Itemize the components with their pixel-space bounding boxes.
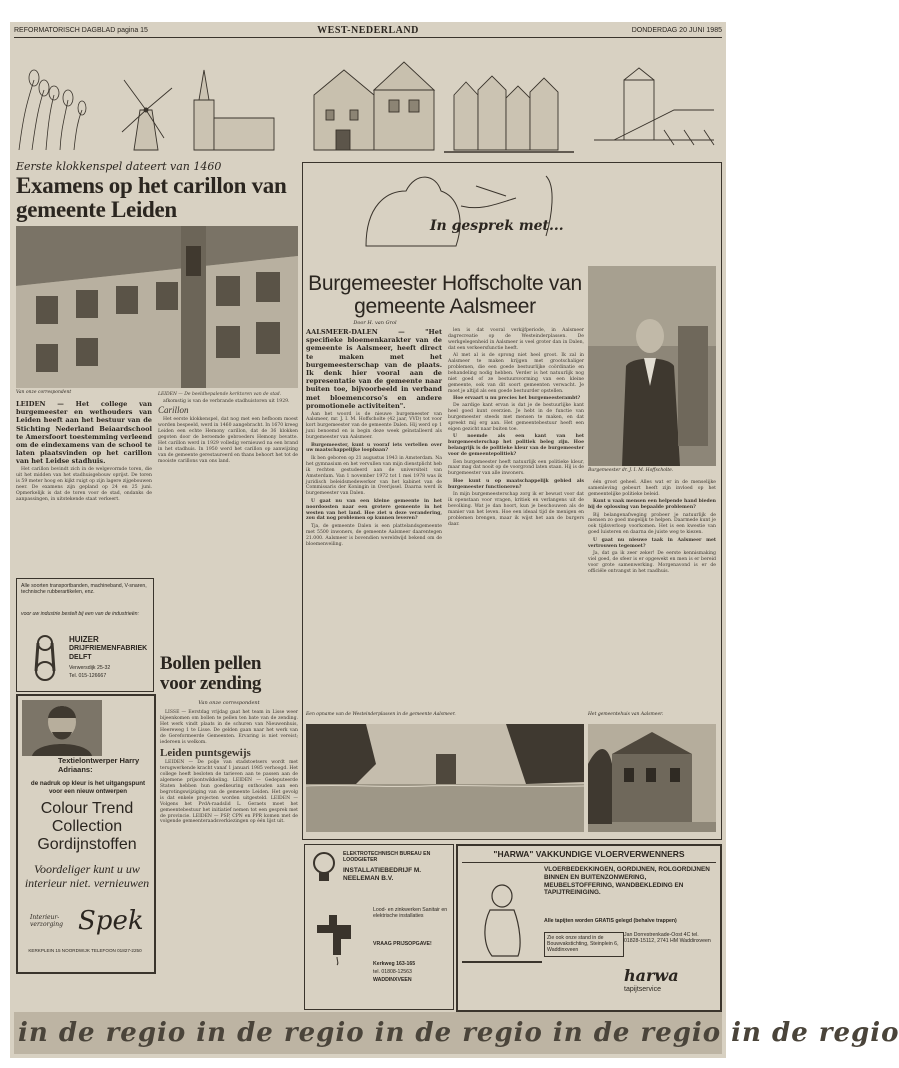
aalsmeer-townhall-photo: [588, 724, 716, 832]
interview-col2-more: Al met al is de sprong niet heel groot. Ik zal in Aalsmeer te maken krijgen met grootschaliger problemen, die een goede bestuurlijke coördinatie en behandeling nodig hebben. Verder is het natuurlijk nog niet goed of ze bestuursvorming van een kleine gemeente, ook van dit soort gemeenten verwacht. Je moet je altijd als een goede bestuurder opstellen.: [448, 353, 584, 394]
neeleman-address: Kerkweg 163-165: [373, 961, 416, 967]
interview-a5: In mijn burgemeesterschap zorg ik er bewust voor dat ik openstaan voor vragen, kritiek en verlangens uit de bevolking. Wat je dan hoort, kun je beschouwen als de manier van het leven. Hoe een ideaal tijd de menigen en problemen brengen, maar ik wijst het aan de burgers daar.: [448, 492, 584, 527]
huizer-name: HUIZER: [69, 635, 99, 644]
interview-a7: Ja, dat ga ik zeer zeker! De eerste kennismaking viel goed, de sfeer is er opgewekt en men is er bereid voor grote samenwerking. Morgenavond is er de officiële ontvangst in het raadhuis.: [588, 550, 716, 574]
neeleman-services: Lood- en zinkwerken Sanitair en elektrische installaties: [373, 907, 448, 920]
interview-q3: Hoe ervaart u nu precies het burgemeesterambt?: [453, 395, 581, 401]
carillon-col2-text: afkomstig is van de verbrande stadhuistoren uit 1929.: [163, 399, 290, 405]
carillon-photo-caption: LEIDEN — De beeldbepalende kerktoren van de stad.: [158, 392, 282, 397]
newspaper-page: [10, 22, 899, 1058]
interview-q4: U noemde als een kant van het burgemeesterschap het politiek beleg zijn. Hoe belangrijk is de politieke kleur van de burgemeester voor de gemeentepolitiek?: [448, 434, 584, 458]
lightbulb-icon: [309, 849, 339, 889]
issue-date: DONDERDAG 20 JUNI 1985: [631, 27, 722, 34]
harwa-title: "HARWA" VAKKUNDIGE VLOERVERWENNERS: [493, 849, 685, 859]
huizer-ad: [16, 578, 154, 692]
regional-skyline-illustration: [14, 40, 722, 158]
faucet-icon: [311, 905, 371, 965]
interview-q7: U gaat nu nieuwe taak in Aalsmeer met vertrouwen tegemoet?: [588, 537, 716, 549]
interview-intro: Aan het woord is de nieuwe burgemeester van Aalsmeer, mr. J. I. M. Hoffscholte (42 jaar, VVD) tot voor kort burgemeester van de gemeente Dalen. Hij werd op 1 juni benoemd en is begin deze week geïnstalleerd als burgemeester van Aalsmeer.: [306, 411, 442, 441]
interview-byline: Door H. van Grol: [353, 320, 397, 326]
carillon-col-1: [16, 400, 152, 576]
spek-intro: Textielontwerper Harry Adriaans:: [58, 756, 140, 774]
carillon-col-2: [158, 392, 298, 652]
leiden-puntsgewijs-head: Leiden puntsgewijs: [160, 747, 251, 760]
interview-col-3: [588, 480, 716, 720]
harwa-logo-sub: tapijtservice: [624, 986, 661, 993]
interview-sketch-banner: [306, 166, 584, 260]
neeleman-city: WADDINXVEEN: [373, 977, 412, 983]
interview-q5: Hoe kunt u op maatschappelijk gebied als burgemeester functioneren?: [448, 478, 584, 490]
interview-col2-text: len is dat vooral verkijfperiode, in Aalsmeer dagrecreatie op de Westeinderplassen. De werkgelegenheid in Aalsmeer is veel groter dan in Dalen, dat een verkeersfunctie heeft.: [448, 328, 584, 351]
carillon-body: Het carillon bevindt zich in de welgevormde toren, die uit het midden van het stadhuisgebouw oprijst. De toren is 59 meter hoog en kijkt ruigt op zijn lagere zijgebouwen neer. De examens zijn gepland op 24 en 25 juni. Opmerkelijk is dat de toren voor de stad, ondanks de aanpassingen, in uitstekende staat verkeert.: [16, 467, 152, 502]
designer-portrait-photo: [22, 700, 102, 756]
interview-q6: Kunt u vaak mensen een helpende hand bieden bij de oplossing van bepaalde problemen?: [588, 499, 716, 511]
carillon-headline: Examens op het carillon van gemeente Leiden: [16, 173, 287, 222]
leiden-puntsgewijs-text: LEIDEN — De polje van stadstoetsers wordt met terugwerkende kracht vanaf 1 januari 1985 verhoogd. Het college heeft besloten de tarieven aan te passen aan de algemene prijsontwikkeling. LEIDEN — Gedeputeerde Staten hebben hun goedkeuring onthouden aan een begrotingswijziging van de gemeente Leiden. Het gevolg is dat enkele projecten worden uitgesteld. LEIDEN — Volgens het PvdA-raadslid L. Geraets moet het gemeentebestuur het initiatief nemen tot een gesprek met de provincie. LEIDEN — PSP, CPN en PPR komen met de volgende gemeenteraadsverkiezingen op één lijst uit.: [160, 760, 298, 825]
stadhuis-photo: [16, 226, 298, 388]
section-title: WEST-NEDERLAND: [317, 25, 419, 36]
harwa-logo: harwa: [624, 966, 679, 985]
interview-lead: AALSMEER-DALEN — "Het specifieke bloemenkarakter van de gemeente is Aalsmeer, heeft direct te maken met het burgemeesterschap van de plaats. Ik denk hier vooral aan de representatie van de gemeente naar buiten toe, bijvoorbeeld in verband met bloemencorso's en andere promotionele activiteiten".: [306, 328, 442, 410]
bollen-text: LISSE — Eerstdag vrijdag gaat het team in Lisse weer bijeenkomen om bollen te pellen ten bate van de zending. Het werk vindt plaats in de schuren van Nieuwenhuis, Heereweg 1 te Lisse. De gelden gaan naar het werk van de Gereformeerde Gemeenten. Ervaring is niet vereist; iedereen is welkom.: [160, 710, 298, 745]
carillon-photo-byline: Van onze correspondent: [16, 390, 72, 395]
belt-pulley-icon: [25, 633, 65, 683]
huizer-intro-2: voor uw industrie bestelt bij een van de industrieën:: [21, 611, 139, 617]
mayor-portrait-caption: Burgemeester dr. J. I. M. Hoffscholte.: [588, 468, 674, 473]
carillon-subhead: Carillon: [158, 405, 189, 416]
harwa-address: Jan Dorrestrenkade-Oost 4C tel. 01828-15112, 2741 HM Waddinxveen: [624, 932, 711, 945]
huizer-city: DELFT: [69, 654, 92, 661]
interview-headline: Burgemeester Hoffscholte van gemeente Aalsmeer: [308, 272, 582, 318]
regional-banner-text: in de regio in de regio in de regio in de regio in de regio: [18, 1018, 899, 1048]
spek-quote: de nadruk op kleur is het uitgangspunt voor een nieuw ontwerpen: [30, 780, 146, 795]
header-rule: [14, 37, 722, 38]
huizer-intro: Alle soorten transportbanden, machineband, V-snaren, technische rubberartikelen, enz.: [21, 583, 147, 596]
townhall-photo-caption: Het gemeentehuis van Aalsmeer.: [588, 712, 664, 717]
spek-title: Colour Trend Collection Gordijnstoffen: [37, 800, 137, 853]
interview-q1: Burgemeester, kunt u vooraf iets vertellen over uw maatschappelijke loopbaan?: [306, 442, 442, 454]
interview-col-1: [306, 328, 442, 720]
interview-col-2: [448, 328, 584, 720]
huizer-phone: Tel. 015-126667: [69, 673, 107, 679]
bollen-headline: Bollen pellen voor zending: [160, 653, 262, 694]
interview-col3-text: één groot geheel. Alles wat er in de menselijke samenleving gebeurt heeft zijn invloed op het gemeentelijke politieke beleid.: [588, 480, 716, 497]
paper-name: REFORMATORISCH DAGBLAD pagina 15: [14, 27, 148, 34]
page-header: [14, 24, 722, 38]
harwa-ad: [456, 844, 722, 1012]
spek-tagline: Voordeliger kunt u uw interieur niet. vernieuwen: [24, 862, 150, 890]
interview-a2: Tja, de gemeente Dalen is een plattelandsgemeente met 5500 inwoners, de gemeente Aalsmeer daarentegen 21.000. Aalsmeer is bovendien wereldwijd bekend om de bloemenveiling.: [306, 523, 442, 547]
carillon-lead: LEIDEN — Het college van burgemeester en wethouders van Leiden heeft aan het bestuur van de Stichting Nederland Beiaardschool te Amersfoort toestemming verleend om de eindexamens van de school te laten plaatsvinden op het carillon van het Leidse stadhuis.: [16, 400, 153, 466]
interview-a6: Bij belangenafweging probeer je natuurlijk de mensen zo goed mogelijk te helpen. Daarmede kunt je ook tijdsverloop voorkomen. Het is een kwestie van goed luisteren en daarna de juiste weg te kiezen.: [588, 512, 716, 536]
interview-q2: U gaat nu van een kleine gemeente in het noordoosten naar een grotere gemeente in het westen van het land. Hoe ziet u deze verandering, zou dat nog problemen op kunnen leveren?: [306, 498, 442, 522]
lake-photo-caption: Een opname van de Westeinderplassen in de gemeente Aalsmeer.: [306, 712, 456, 717]
spek-ad: [16, 694, 156, 974]
interview-banner-text: In gesprek met...: [430, 218, 564, 234]
carillon-kicker: Eerste klokkenspel dateert van 1460: [16, 160, 222, 173]
interview-a1: Ik ben geboren op 21 augustus 1943 in Amsterdam. Na het gymnasium en het vervullen van mijn dienstplicht heb ik rechten gestudeerd aan de universiteit van Amsterdam. Van 1 november 1972 tot 1 mei 1978 was ik juridisch beleidsmedewerker van het kabinet van de Commissaris der Koningin in Overijssel. Daarna werd ik burgemeester van Dalen.: [306, 455, 442, 497]
neeleman-quote: VRAAG PRIJSOPGAVE!: [373, 941, 432, 947]
interview-a4: Een burgemeester heeft natuurlijk een politieke kleur, maar mag dat nooit op de voorgrond laten staan. Hij is de burgemeester van alle inwoners.: [448, 459, 584, 477]
neeleman-name: INSTALLATIEBEDRIJF M. NEELEMAN B.V.: [343, 867, 422, 882]
spek-address: KERKPLEIN 15 NOORDWIJK TELEFOON 01827-2250: [28, 948, 142, 953]
carillon-col2-body: Het eerste klokkenspel, dat nog met een hefboom moest worden bespeeld, werd in 1460 aangebracht. In 1670 kreeg Leiden een echte Hemony carillon, dat de 36 klokken gegoten door de beroemde gebroeders Hemony bevatte. Het carillon werd in 1929 volledig vernieuwd na een brand in het stadhuis. In 1950 werd het carillon op aanwijzing van de gemeente gerestaureerd en thans behoort het tot de mooiste carillons van ons land.: [158, 417, 298, 464]
harwa-rule: [462, 862, 716, 863]
bollen-body: [160, 710, 298, 1010]
neeleman-top: ELEKTROTECHNISCH BUREAU EN LOODGIETER: [343, 851, 431, 864]
mayor-portrait-photo: [588, 266, 716, 466]
harwa-free-laying: Alle tapijten worden GRATIS gelegd (behalve trappen): [544, 918, 677, 924]
carpet-layer-illustration: [462, 866, 542, 966]
spek-logo-small: Interieur-verzorging: [30, 914, 63, 928]
regional-banner-strip: [14, 1012, 899, 1054]
neeleman-ad: [304, 844, 454, 1010]
harwa-stand: Zie ook onze stand in de Bouwvakstichting, Steinplein 6, Waddinxveen: [544, 932, 624, 957]
huizer-firm: DRIJFRIEMENFABRIEK: [69, 645, 148, 652]
westeinderplassen-photo: [306, 724, 584, 832]
spek-logo: Spek: [78, 906, 144, 936]
huizer-address: Verwersdijk 25-32: [69, 665, 111, 671]
bollen-byline: Van onze correspondent: [198, 700, 260, 706]
interview-a3: De aardige kant ervan is dat je de bestuurlijke kant heel goed kunt overzien. Je hebt in de functie van burgemeester steeds met mensen te maken, en dat spreekt mij erg aan. Het gemeentebestuur heeft een eigen gezicht naar buiten toe.: [448, 403, 584, 432]
harwa-services: VLOERBEDEKKINGEN, GORDIJNEN, ROLGORDIJNEN BINNEN EN BUITENZONWERING, MEUBELSTOFFERING, WANDBEKLEDING EN TAPIJTREINIGING.: [544, 866, 710, 897]
neeleman-phone: tel. 01808-12563: [373, 969, 412, 975]
